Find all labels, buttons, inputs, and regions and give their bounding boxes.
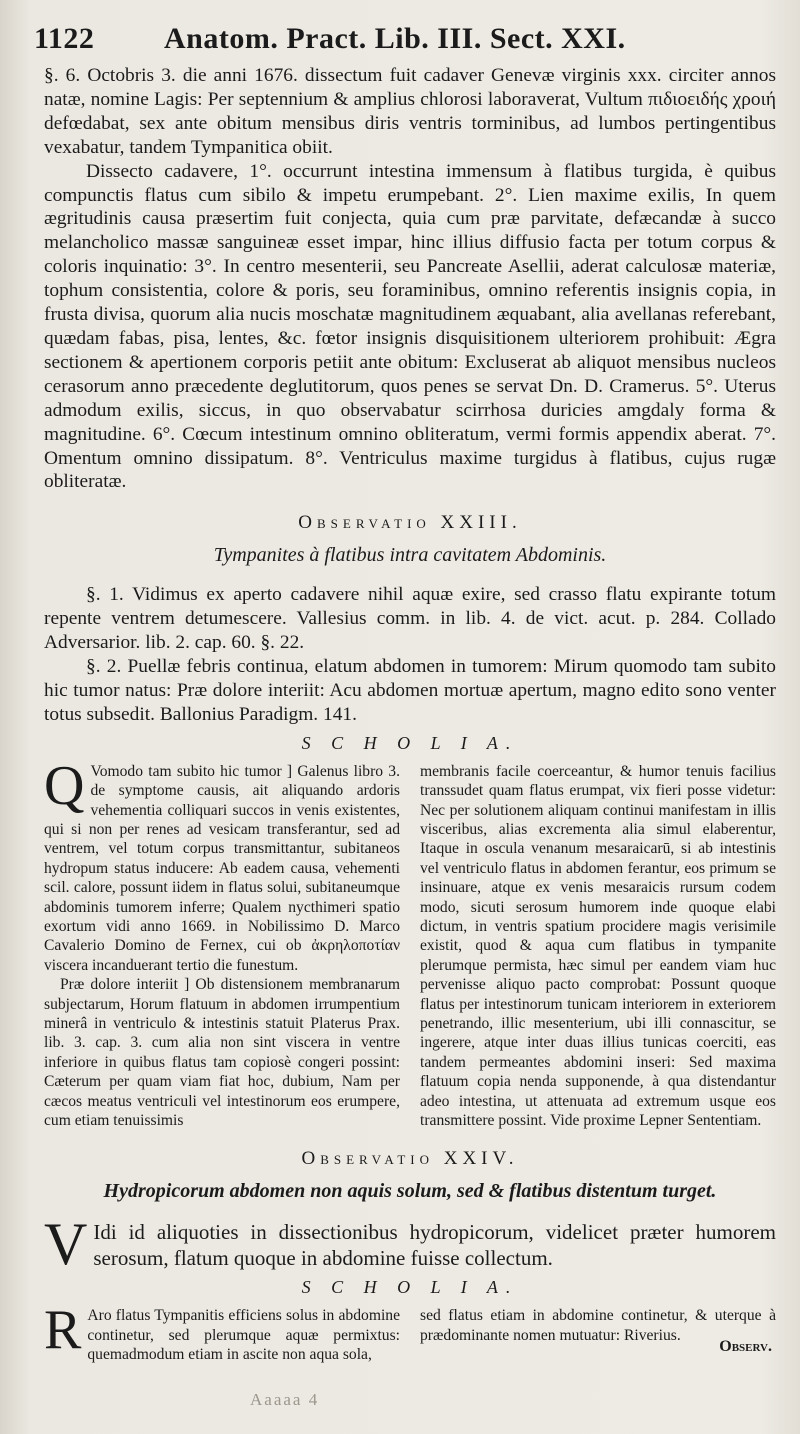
running-head-title: Anatom. Pract. Lib. III. Sect. XXI. <box>164 22 626 55</box>
obs23-left-column <box>44 754 400 1131</box>
obs24-scholia-columns <box>44 1299 776 1364</box>
observation-24-title: Observatio XXIV. <box>301 1148 519 1170</box>
observation-24-subtitle: Hydropicorum abdomen non aquis solum, sed & flatibus distentum turget. <box>103 1180 717 1203</box>
drop-cap: Q <box>44 754 85 817</box>
observation-23-title: Observatio XXIII. <box>298 512 522 534</box>
obs23-scholia-columns <box>44 754 776 1131</box>
page-number: 1122 <box>34 22 95 55</box>
signature-mark: Aaaaa 4 <box>250 1390 320 1409</box>
obs23-scholia-heading: S C H O L I A. <box>301 732 519 753</box>
obs24-paragraph <box>44 1211 776 1278</box>
obs23-right-column <box>420 762 776 1131</box>
observation-23-subtitle: Tympanites à flatibus intra cavitatem Abdominis. <box>213 544 607 567</box>
obs23-left-paragraph-1: Vomodo tam subito hic tumor ] Galenus libro 3. de symptome causis, ait aliquando ardoris vehementia colliquari succos in venis existentes, qui si non per renes ad vesicam transferantur, sed ad ventrem, vel totum corpus transmittantur, subitaneos hydropum status inducere: Ab eadem causa, vehementi scil. calore, possunt iidem in flatus solui, subitaneumque abdominis tumorem inferre; Qualem nycthimeri spatio exortum vidi anno 1669. in Nobilissimo D. Marco Cavalerio Domino de Fernex, cui ob ἀκρηλοποτίαν viscera incanduerant tertio die funestum. <box>44 762 400 974</box>
obs24-right-paragraph-1: sed flatus etiam in abdomine continetur, & uterque à prædominante nomen mutuatur: Riverius. <box>420 1307 776 1344</box>
obs22-paragraph-2: Dissecto cadavere, 1°. occurrunt intestina immensum à flatibus turgida, è quibus compunctis flatus cum sibilo & impetu erumpebant. 2°. Lien maxime exilis, In quem ægritudinis causa præsertim fuit conjecta, quia cum præ parvitate, defæcandæ à succo melancholico massæ sanguineæ esset impar, hinc illius diffusio facta per totum corpus & coloris inquinatio: 3°. In centro mesenterii, seu Pancreate Asellii, aderat calculosæ materiæ, tophum consistentia, colore & poris, seu foraminibus, omnino referentis insignis copia, in frusta divisa, quorum alia nucis moschatæ magnitudinem æquabant, alia avellanas referebant, quædam fabas, pisa, lentes, &c. fœtor insignis disquisitionem ulteriorem prohibuit: Ægra sectionem & apertionem corporis petiit ante obitum: Excluserat ab aliquot mensibus nucleos cerasorum anno præcedente deglutitorum, quos penes se servat Dn. D. Cramerus. 5°. Uterus admodum exilis, siccus, in quo observabatur scirrhosa duricies amgdaly forma & magnitudine. 6°. Cœcum intestinum omnino obliteratum, vermi formis appendix aberat. 7°. Omentum omnino dissipatum. 8°. Ventriculus maxime turgidus à flatibus, cujus rugæ obliteratæ. <box>44 160 776 493</box>
obs23-left-paragraph-2: Præ dolore interiit ] Ob distensionem membranarum subjectarum, Horum flatuum in abdomen irrumpentium minerâ in ventriculo & intestinis statuit Platerus Prax. lib. 3. cap. 3. cum alia non sint viscera in ventre inferiore in quibus flatus tam copiosè congeri possint: Cæterum per quam viam fiat hoc, dubium, Nam per cæcos meatus ventriculi vel intestinorum eos erumpere, cum etiam tenuissimis <box>44 976 400 1130</box>
obs22-paragraph-1: §. 6. Octobris 3. die anni 1676. dissectum fuit cadaver Genevæ virginis xxx. circiter annos natæ, nomine Lagis: Per septennium & amplius chlorosi laboraverat, Vultum πιδιοειδής χροιή defœdabat, sex ante obitum mensibus diris ventris torminibus, ad lumbos pertingentibus vexabatur, tandem Tympanitica obiit. <box>44 65 776 158</box>
catchword: Observ. <box>719 1338 772 1355</box>
drop-cap: V <box>44 1211 88 1278</box>
obs23-paragraph-2: §. 2. Puellæ febris continua, elatum abdomen in tumorem: Mirum quomodo tam subito hic tumor natus: Præ dolore interiit: Acu abdomen mortuæ apertum, magno edito sono venter totus subsedit. Ballonius Paradigm. 141. <box>44 656 776 725</box>
running-header <box>34 22 776 56</box>
obs23-right-paragraph-1: membranis facile coerceantur, & humor tenuis facilius transsudet quam flatus erumpat, vix fieri posse videtur: Nec per solutionem aliquam continui manifestam in illis visceribus, alias excrementa alia simul elaberentur, Itaque in oscula venanum mesaraicarū, si ab intestinis vel ventriculo flatus in abdomen ferantur, eos primum se insinuare, atque ex venis mesaraicis rursum codem modo, sicuti serosum humorem inde quoque elabi dictum, in ventris spatium procidere magis verisimile existit, quod & aqua cum flatibus in tympanite plerumque permista, hæc simul per eandem viam huc pervenisse aliquo pacto comprobat: Possunt quoque flatus per intestinorum tunicam interiorem in exteriorem penetrando, illic mesenterium, ubi illi connascitur, se ingerere, atque inter duas illius tunicas coerciti, eas tandem permeantes abdomini inseri: Sed maxima flatuum copia nenda supponende, à qua distendantur adeo intestina, ut attenuata ad extremum usque eos transmittere possint. Vide proxime Lepner Sententiam. <box>420 762 776 1130</box>
obs24-scholia-heading: S C H O L I A. <box>301 1277 519 1298</box>
obs24-paragraph-text: Idi id aliquoties in dissectionibus hydropicorum, videlicet præter humorem serosum, flatum quoque in abdomine fuisse collectum. <box>93 1220 776 1271</box>
obs24-left-paragraph-1: Aro flatus Tympanitis efficiens solus in abdomine continetur, sed plerumque aquæ permixtus: quemadmodum etiam in ascite non aqua sola, <box>87 1307 400 1364</box>
drop-cap: R <box>44 1299 82 1362</box>
obs23-paragraph-1: §. 1. Vidimus ex aperto cadavere nihil aquæ exire, sed crasso flatu expirante totum repente ventrem detumescere. Vallesius comm. in lib. 4. de vict. acut. p. 284. Collado Adversarior. lib. 2. cap. 60. §. 22. <box>44 584 776 654</box>
obs24-left-column <box>44 1299 400 1364</box>
